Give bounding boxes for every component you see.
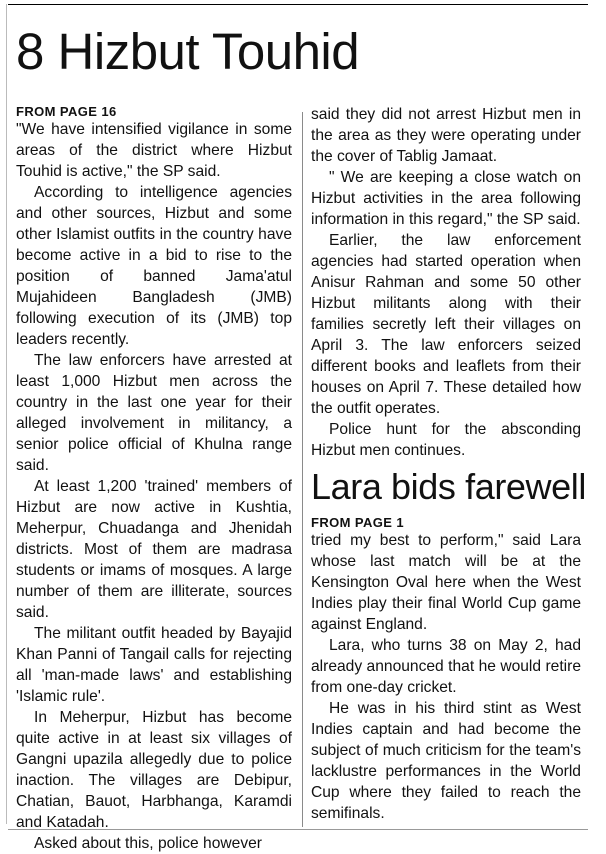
paragraph: "We have intensified vigilance in some areas of the district where Hizbut Touhid is active," the SP said. [16,121,292,180]
article-headline-hizbut: 8 Hizbut Touhid [16,23,360,80]
paragraph: Lara, who turns 38 on May 2, had already announced that he would retire from one-day cricket. [311,637,581,696]
paragraph: Asked about this, police however [34,835,262,852]
column-left [16,104,292,854]
paragraph: The militant outfit headed by Bayajid Khan Panni of Tangail calls for rejecting all 'man-made laws' and establishing 'Islamic rule'. [16,625,292,705]
paragraph: In Meherpur, Hizbut has become quite active in at least six villages of Gangni upazila allegedly due to police inaction. The villages are Debipur, Chatian, Bauot, Harbhanga, Karamdi and Katadah. [16,709,292,831]
dateline-from-page-16: FROM PAGE 16 [16,104,117,119]
page-edge-rule [6,4,7,824]
bottom-rule [8,829,588,830]
column-right [311,104,586,824]
paragraph: He was in his third stint as West Indies captain and had become the subject of much criticism for the team's lacklustre performances in the World Cup where they failed to reach the semifinals. [311,700,581,822]
column-divider [302,112,303,827]
paragraph: According to intelligence agencies and other sources, Hizbut and some other Islamist outfits in the country have become active in a bid to rise to the position of banned Jama'atul Mujahideen Bangladesh (JMB) following execution of its (JMB) top leaders recently. [16,184,292,348]
paragraph: said they did not arrest Hizbut men in the area as they were operating under the cover of Tablig Jamaat. [311,106,581,165]
paragraph: " We are keeping a close watch on Hizbut activities in the area following information in this regard," the SP said. [311,169,581,228]
paragraph: tried my best to perform," said Lara whose last match will be at the Kensington Oval here when the West Indies play their final World Cup game against England. [311,532,581,633]
top-rule [8,4,588,5]
paragraph: The law enforcers have arrested at least 1,000 Hizbut men across the country in the last one year for their alleged involvement in militancy, a senior police official of Khulna range said. [16,352,292,474]
paragraph: At least 1,200 'trained' members of Hizbut are now active in Kushtia, Meherpur, Chuadanga and Jhenidah districts. Most of them are madrasa students or imams of mosques. A large number of them are illiterate, sources said. [16,478,292,621]
article-headline-lara: Lara bids farewell [311,466,586,507]
paragraph: Police hunt for the absconding Hizbut men continues. [311,421,581,459]
paragraph: Earlier, the law enforcement agencies had started operation when Anisur Rahman and some 50 other Hizbut militants along with their families secretly left their villages on April 3. The law enforcers seized different books and leaflets from their houses on April 7. These detailed how the outfit operates. [311,232,581,417]
dateline-from-page-1: FROM PAGE 1 [311,515,405,530]
